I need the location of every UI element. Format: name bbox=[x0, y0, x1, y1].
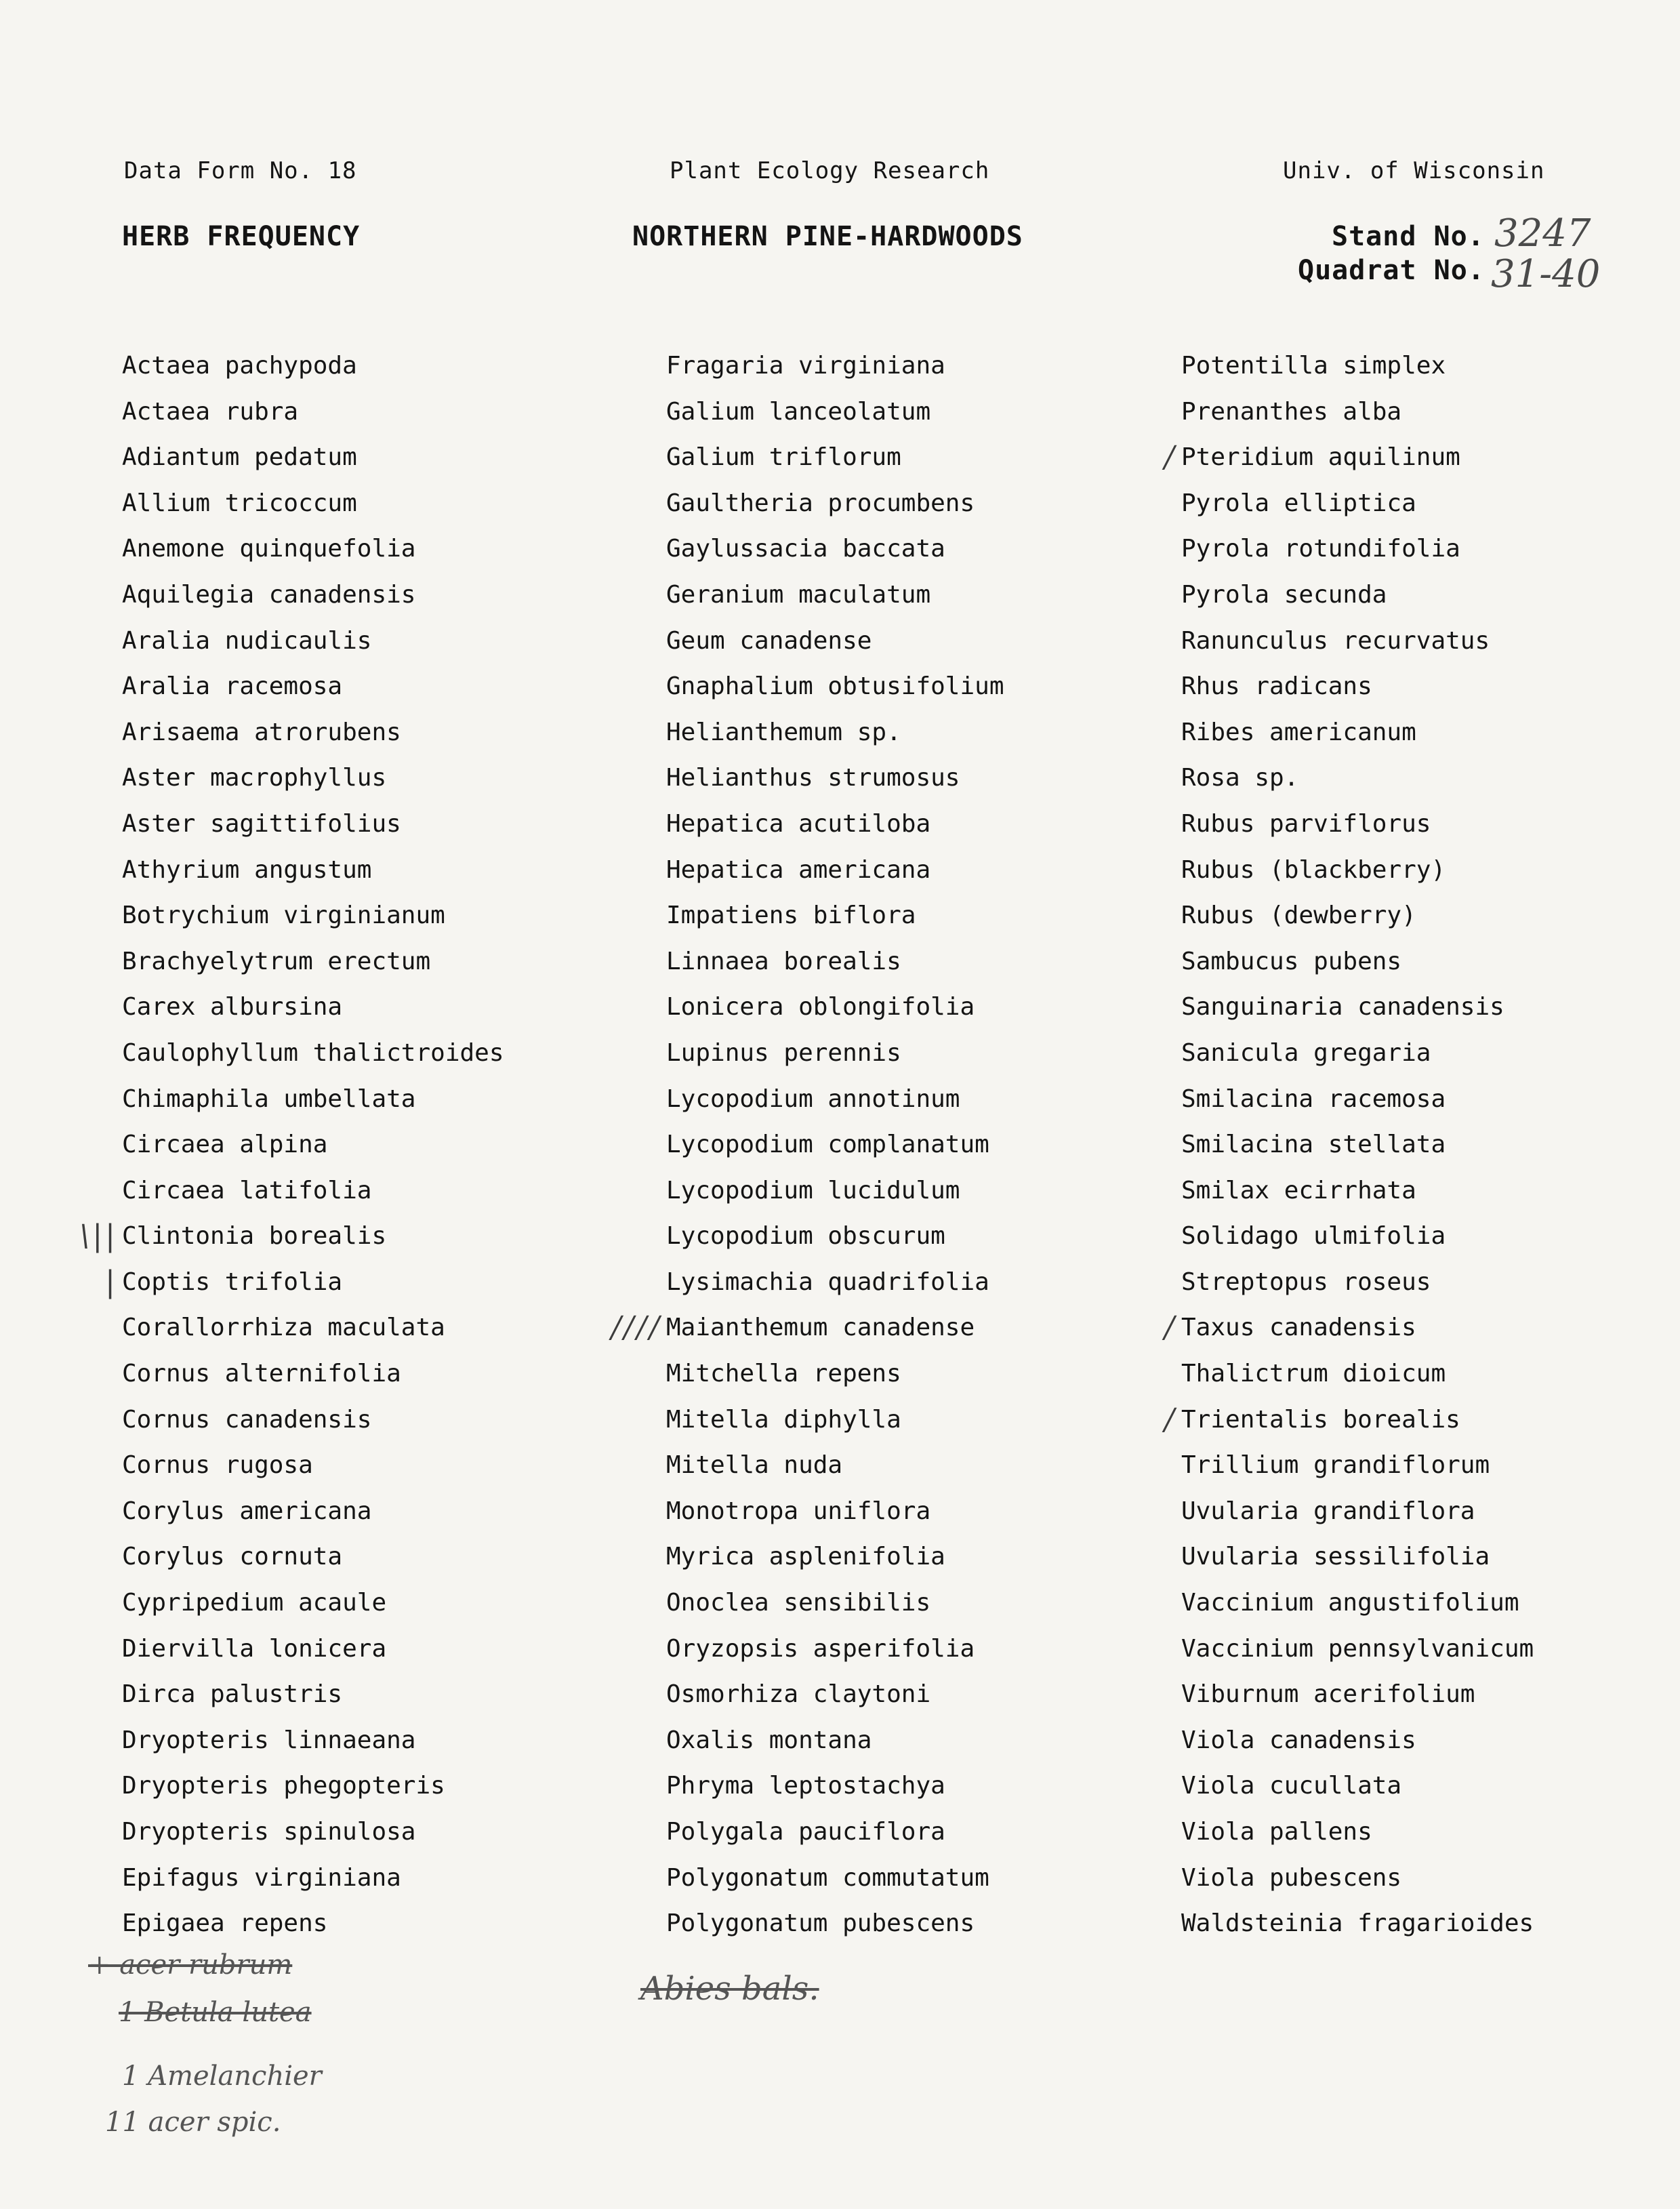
species-name: Onoclea sensibilis bbox=[666, 1589, 931, 1617]
species-row bbox=[1181, 533, 1534, 580]
species-row bbox=[1181, 1863, 1534, 1909]
species-name: Viola pallens bbox=[1181, 1818, 1372, 1846]
species-row bbox=[666, 626, 1004, 672]
species-name: Brachyelytrum erectum bbox=[122, 947, 431, 975]
species-name: Cornus canadensis bbox=[122, 1405, 372, 1434]
species-name: Linnaea borealis bbox=[666, 947, 901, 975]
species-name: Cornus rugosa bbox=[122, 1451, 313, 1480]
species-name: Aralia nudicaulis bbox=[122, 626, 372, 655]
species-name: Ribes americanum bbox=[1181, 718, 1416, 746]
species-name: Dryopteris phegopteris bbox=[122, 1772, 445, 1800]
species-name: Rosa sp. bbox=[1181, 764, 1299, 792]
species-row bbox=[1181, 855, 1534, 901]
species-row bbox=[1181, 1450, 1534, 1496]
species-row bbox=[1181, 1725, 1534, 1771]
species-name: Geranium maculatum bbox=[666, 580, 931, 609]
species-row bbox=[666, 1221, 1004, 1267]
species-row bbox=[122, 1084, 504, 1130]
species-name: Oryzopsis asperifolia bbox=[666, 1634, 975, 1663]
species-row bbox=[122, 809, 504, 855]
species-row bbox=[1181, 1038, 1534, 1084]
species-name: Gnaphalium obtusifolium bbox=[666, 672, 1004, 701]
species-name: Hepatica americana bbox=[666, 855, 931, 884]
species-row bbox=[666, 671, 1004, 717]
species-name: Gaylussacia baccata bbox=[666, 535, 945, 563]
species-row bbox=[1181, 763, 1534, 809]
species-name: Polygonatum commutatum bbox=[666, 1863, 989, 1892]
species-row bbox=[1164, 1310, 1534, 1358]
university-label: Univ. of Wisconsin bbox=[1283, 157, 1545, 184]
quadrat-number-label: Quadrat No. bbox=[1298, 255, 1485, 286]
species-row bbox=[122, 763, 504, 809]
tally-mark: | bbox=[105, 1264, 118, 1299]
species-row bbox=[122, 626, 504, 672]
species-row bbox=[122, 1175, 504, 1221]
species-name: Caulophyllum thalictroides bbox=[122, 1038, 504, 1067]
species-name: Smilacina stellata bbox=[1181, 1131, 1446, 1159]
species-row bbox=[122, 1541, 504, 1587]
species-name: Adiantum pedatum bbox=[122, 443, 357, 472]
species-row bbox=[1181, 488, 1534, 534]
species-row bbox=[122, 1908, 504, 1954]
species-row bbox=[666, 763, 1004, 809]
stand-number-value: 3247 bbox=[1494, 211, 1591, 256]
species-row bbox=[666, 855, 1004, 901]
species-name: Lycopodium obscurum bbox=[666, 1222, 945, 1251]
species-row bbox=[1181, 671, 1534, 717]
species-row bbox=[122, 900, 504, 946]
species-row bbox=[1181, 1496, 1534, 1542]
species-name: Dryopteris spinulosa bbox=[122, 1818, 416, 1846]
species-name: Gaultheria procumbens bbox=[666, 489, 975, 517]
species-name: Arisaema atrorubens bbox=[122, 718, 401, 746]
species-name: Potentilla simplex bbox=[1181, 352, 1446, 380]
species-name: Phryma leptostachya bbox=[666, 1772, 945, 1800]
species-name: Pyrola elliptica bbox=[1181, 489, 1416, 517]
species-name: Sanguinaria canadensis bbox=[1181, 993, 1504, 1021]
species-name: Viola pubescens bbox=[1181, 1863, 1402, 1892]
species-name: Impatiens biflora bbox=[666, 901, 916, 930]
species-row bbox=[666, 580, 1004, 626]
species-name: Lycopodium lucidulum bbox=[666, 1176, 960, 1204]
species-row bbox=[122, 1312, 504, 1358]
species-name: Allium tricoccum bbox=[122, 489, 357, 517]
species-row bbox=[122, 350, 504, 397]
species-row bbox=[666, 1770, 1004, 1817]
species-name: Circaea latifolia bbox=[122, 1176, 372, 1204]
species-name: Dryopteris linnaeana bbox=[122, 1726, 416, 1754]
quadrat-number-value: 31-40 bbox=[1491, 252, 1601, 296]
species-name: Rubus (blackberry) bbox=[1181, 855, 1446, 884]
species-name: Helianthus strumosus bbox=[666, 764, 960, 792]
species-row bbox=[666, 1084, 1004, 1130]
species-row bbox=[122, 1679, 504, 1725]
species-name: Sambucus pubens bbox=[1181, 947, 1402, 975]
species-name: Circaea alpina bbox=[122, 1131, 328, 1159]
species-name: Aralia racemosa bbox=[122, 672, 343, 701]
species-row bbox=[1181, 1634, 1534, 1680]
species-row bbox=[666, 1541, 1004, 1587]
species-name: Aster sagittifolius bbox=[122, 809, 401, 838]
species-name: Ranunculus recurvatus bbox=[1181, 626, 1490, 655]
species-name: Epifagus virginiana bbox=[122, 1863, 401, 1892]
species-row bbox=[122, 1496, 504, 1542]
species-row bbox=[122, 1404, 504, 1451]
species-row bbox=[122, 1129, 504, 1175]
species-name: Cypripedium acaule bbox=[122, 1589, 387, 1617]
species-row bbox=[122, 1634, 504, 1680]
species-name: Smilax ecirrhata bbox=[1181, 1176, 1416, 1204]
species-row bbox=[666, 1267, 1004, 1313]
species-row bbox=[122, 992, 504, 1038]
species-row bbox=[79, 1219, 504, 1267]
species-row bbox=[122, 671, 504, 717]
species-name: Aquilegia canadensis bbox=[122, 580, 416, 609]
species-name: Dirca palustris bbox=[122, 1680, 343, 1709]
species-name: Oxalis montana bbox=[666, 1726, 872, 1754]
species-row bbox=[122, 397, 504, 443]
species-row bbox=[1181, 1908, 1534, 1954]
species-row bbox=[1181, 350, 1534, 397]
handwritten-note: + acer rubrum bbox=[88, 1949, 293, 1981]
species-name: Carex albursina bbox=[122, 993, 343, 1021]
species-row bbox=[105, 1264, 504, 1313]
species-column-2 bbox=[611, 350, 1004, 1954]
species-name: Monotropa uniflora bbox=[666, 1497, 931, 1525]
species-row bbox=[1181, 946, 1534, 992]
species-name: Viola canadensis bbox=[1181, 1726, 1416, 1754]
species-row bbox=[611, 1310, 1004, 1358]
species-name: Thalictrum dioicum bbox=[1181, 1360, 1446, 1388]
species-name: Diervilla lonicera bbox=[122, 1634, 387, 1663]
species-row bbox=[666, 350, 1004, 397]
species-row bbox=[1181, 992, 1534, 1038]
handwritten-note: 1 Betula lutea bbox=[119, 1997, 312, 2028]
species-name: Athyrium angustum bbox=[122, 855, 372, 884]
species-name: Corylus cornuta bbox=[122, 1543, 343, 1571]
species-name: Fragaria virginiana bbox=[666, 352, 945, 380]
species-name: Lycopodium annotinum bbox=[666, 1085, 960, 1113]
species-name: Trientalis borealis bbox=[1181, 1405, 1460, 1434]
species-name: Cornus alternifolia bbox=[122, 1360, 401, 1388]
species-name: Streptopus roseus bbox=[1181, 1268, 1431, 1296]
species-row bbox=[1181, 1267, 1534, 1313]
species-row bbox=[666, 1817, 1004, 1863]
handwritten-note: Abies bals. bbox=[640, 1970, 819, 2008]
species-name: Mitchella repens bbox=[666, 1360, 901, 1388]
species-name: Chimaphila umbellata bbox=[122, 1085, 416, 1113]
species-name: Viola cucullata bbox=[1181, 1772, 1402, 1800]
species-name: Osmorhiza claytoni bbox=[666, 1680, 931, 1709]
species-row bbox=[122, 1770, 504, 1817]
species-row bbox=[1181, 580, 1534, 626]
species-row bbox=[1181, 1175, 1534, 1221]
species-name: Waldsteinia fragarioides bbox=[1181, 1909, 1534, 1938]
species-row bbox=[122, 1863, 504, 1909]
species-row bbox=[1164, 1402, 1534, 1451]
tally-mark: / bbox=[1164, 1310, 1177, 1345]
species-column-3 bbox=[1164, 350, 1534, 1954]
species-name: Uvularia grandiflora bbox=[1181, 1497, 1475, 1525]
species-name: Geum canadense bbox=[666, 626, 872, 655]
species-row bbox=[666, 1175, 1004, 1221]
species-row bbox=[122, 1725, 504, 1771]
species-name: Anemone quinquefolia bbox=[122, 535, 416, 563]
species-row bbox=[1181, 397, 1534, 443]
species-name: Lonicera oblongifolia bbox=[666, 993, 975, 1021]
species-row bbox=[1181, 1587, 1534, 1634]
species-column-1 bbox=[79, 350, 504, 1954]
species-row bbox=[1181, 1541, 1534, 1587]
species-row bbox=[666, 1404, 1004, 1451]
species-name: Sanicula gregaria bbox=[1181, 1038, 1431, 1067]
species-name: Lycopodium complanatum bbox=[666, 1131, 989, 1159]
species-name: Taxus canadensis bbox=[1181, 1314, 1416, 1342]
species-row bbox=[122, 442, 504, 488]
stand-number-label: Stand No. bbox=[1332, 221, 1485, 252]
species-row bbox=[122, 1817, 504, 1863]
species-row bbox=[666, 1908, 1004, 1954]
species-row bbox=[666, 1038, 1004, 1084]
species-name: Aster macrophyllus bbox=[122, 764, 387, 792]
species-row bbox=[666, 442, 1004, 488]
species-name: Vaccinium angustifolium bbox=[1181, 1589, 1519, 1617]
species-row bbox=[666, 1725, 1004, 1771]
species-name: Pyrola secunda bbox=[1181, 580, 1387, 609]
form-number: Data Form No. 18 bbox=[124, 157, 357, 184]
species-row bbox=[1181, 809, 1534, 855]
species-row bbox=[666, 809, 1004, 855]
species-name: Actaea pachypoda bbox=[122, 352, 357, 380]
species-row bbox=[122, 580, 504, 626]
species-row bbox=[666, 992, 1004, 1038]
species-row bbox=[1181, 900, 1534, 946]
species-row bbox=[1164, 440, 1534, 488]
species-row bbox=[122, 488, 504, 534]
species-row bbox=[1181, 1221, 1534, 1267]
form-title: HERB FREQUENCY bbox=[122, 221, 361, 252]
species-name: Clintonia borealis bbox=[122, 1222, 387, 1251]
species-row bbox=[666, 717, 1004, 763]
species-row bbox=[1181, 1084, 1534, 1130]
species-name: Smilacina racemosa bbox=[1181, 1085, 1446, 1113]
species-row bbox=[122, 1358, 504, 1404]
species-name: Mitella nuda bbox=[666, 1451, 843, 1480]
species-row bbox=[666, 1679, 1004, 1725]
species-name: Lysimachia quadrifolia bbox=[666, 1268, 989, 1296]
species-name: Corylus americana bbox=[122, 1497, 372, 1525]
species-name: Lupinus perennis bbox=[666, 1038, 901, 1067]
species-name: Prenanthes alba bbox=[1181, 397, 1402, 426]
species-name: Rubus (dewberry) bbox=[1181, 901, 1416, 930]
tally-mark: \|| bbox=[79, 1219, 118, 1254]
species-row bbox=[666, 1450, 1004, 1496]
species-row bbox=[666, 1496, 1004, 1542]
species-name: Uvularia sessilifolia bbox=[1181, 1543, 1490, 1571]
species-name: Actaea rubra bbox=[122, 397, 299, 426]
species-row bbox=[122, 533, 504, 580]
species-row bbox=[122, 717, 504, 763]
tally-mark: / bbox=[1164, 440, 1177, 475]
species-name: Corallorrhiza maculata bbox=[122, 1314, 445, 1342]
species-row bbox=[666, 1863, 1004, 1909]
species-name: Galium triflorum bbox=[666, 443, 901, 472]
species-row bbox=[666, 488, 1004, 534]
species-row bbox=[666, 946, 1004, 992]
species-name: Pteridium aquilinum bbox=[1181, 443, 1460, 472]
species-name: Trillium grandiflorum bbox=[1181, 1451, 1490, 1480]
community-title: NORTHERN PINE-HARDWOODS bbox=[632, 221, 1023, 252]
species-name: Helianthemum sp. bbox=[666, 718, 901, 746]
species-row bbox=[1181, 1358, 1534, 1404]
species-row bbox=[1181, 1817, 1534, 1863]
species-name: Botrychium virginianum bbox=[122, 901, 445, 930]
handwritten-note: 1 Amelanchier bbox=[122, 2061, 322, 2092]
species-name: Polygonatum pubescens bbox=[666, 1909, 975, 1938]
species-row bbox=[1181, 1129, 1534, 1175]
organization-label: Plant Ecology Research bbox=[670, 157, 990, 184]
species-name: Vaccinium pennsylvanicum bbox=[1181, 1634, 1534, 1663]
species-row bbox=[666, 1358, 1004, 1404]
species-row bbox=[122, 1450, 504, 1496]
species-name: Mitella diphylla bbox=[666, 1405, 901, 1434]
species-row bbox=[666, 533, 1004, 580]
species-name: Coptis trifolia bbox=[122, 1268, 343, 1296]
species-name: Solidago ulmifolia bbox=[1181, 1222, 1446, 1251]
species-row bbox=[666, 900, 1004, 946]
species-row bbox=[122, 855, 504, 901]
species-row bbox=[666, 397, 1004, 443]
species-name: Hepatica acutiloba bbox=[666, 809, 931, 838]
species-name: Epigaea repens bbox=[122, 1909, 328, 1938]
species-row bbox=[1181, 1770, 1534, 1817]
species-row bbox=[1181, 717, 1534, 763]
species-name: Galium lanceolatum bbox=[666, 397, 931, 426]
species-name: Rhus radicans bbox=[1181, 672, 1372, 701]
species-name: Polygala pauciflora bbox=[666, 1818, 945, 1846]
species-name: Myrica asplenifolia bbox=[666, 1543, 945, 1571]
species-row bbox=[666, 1129, 1004, 1175]
species-row bbox=[122, 946, 504, 992]
species-row bbox=[122, 1587, 504, 1634]
species-name: Rubus parviflorus bbox=[1181, 809, 1431, 838]
species-row bbox=[1181, 1679, 1534, 1725]
species-row bbox=[666, 1634, 1004, 1680]
species-name: Maianthemum canadense bbox=[666, 1314, 975, 1342]
species-row bbox=[1181, 626, 1534, 672]
handwritten-note: 11 acer spic. bbox=[105, 2107, 281, 2138]
species-row bbox=[122, 1038, 504, 1084]
species-row bbox=[666, 1587, 1004, 1634]
tally-mark: / bbox=[1164, 1402, 1177, 1437]
species-name: Viburnum acerifolium bbox=[1181, 1680, 1475, 1709]
tally-mark: //// bbox=[611, 1310, 662, 1345]
species-name: Pyrola rotundifolia bbox=[1181, 535, 1460, 563]
